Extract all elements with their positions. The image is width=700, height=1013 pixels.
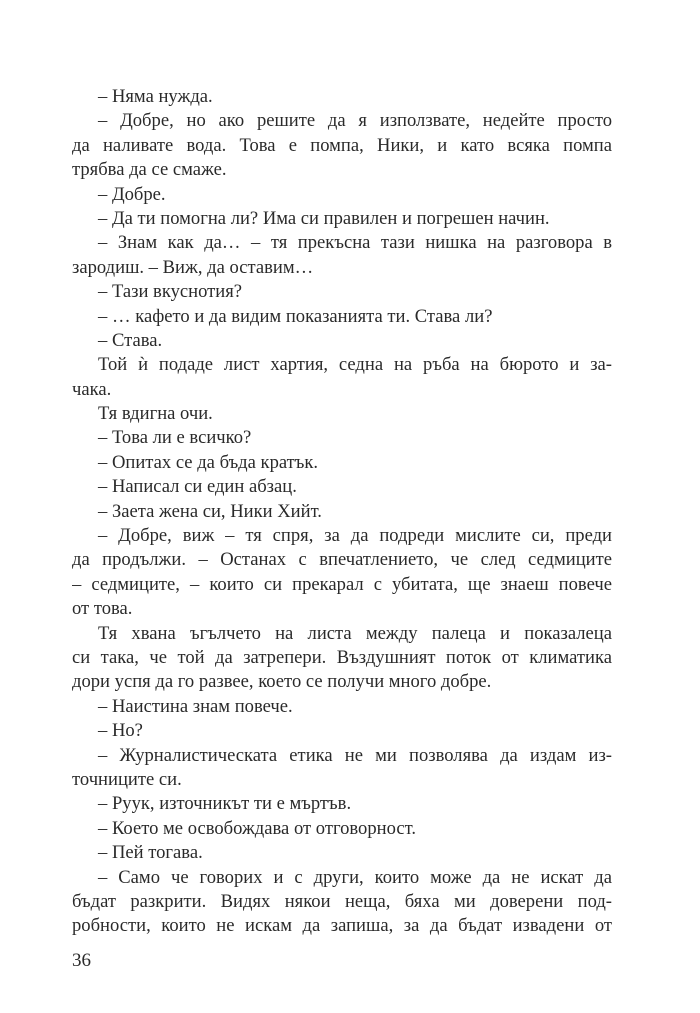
text-line: дори успя да го развее, което се получи много добре. — [72, 671, 492, 693]
text-line: Тя вдигна очи. — [98, 403, 213, 425]
text-line: – Но? — [98, 720, 143, 742]
text-line: – Добре, но ако решите да я използвате, недейте просто — [98, 110, 612, 132]
text-line: – Журналистическата етика не ми позволява да издам из- — [98, 744, 612, 766]
text-line: – Пей тогава. — [98, 842, 203, 864]
text-line: – … кафето и да видим показанията ти. Става ли? — [98, 305, 493, 327]
text-line: бъдат разкрити. Видях някои неща, бяха ми доверени под- — [72, 890, 612, 912]
body-text — [72, 85, 612, 939]
text-line: – Да ти помогна ли? Има си правилен и погрешен начин. — [98, 207, 550, 229]
text-line: – Написал си един абзац. — [98, 476, 297, 498]
text-line: да продължи. – Останах с впечатлението, че след седмиците — [72, 549, 612, 571]
text-line: да наливате вода. Това е помпа, Ники, и като всяка помпа — [72, 134, 612, 156]
page-number: 36 — [72, 950, 91, 971]
text-line: чака. — [72, 378, 112, 400]
text-line: зародиш. – Виж, да оставим… — [72, 256, 314, 278]
text-line: – Добре. — [98, 183, 166, 205]
text-line: точниците си. — [72, 768, 182, 790]
text-line: робности, които не искам да запиша, за да бъдат извадени от — [72, 915, 612, 937]
text-line: Тя хвана ъгълчето на листа между палеца и показалеца — [98, 622, 612, 644]
text-line: – Руук, източникът ти е мъртъв. — [98, 793, 352, 815]
text-line: – Става. — [98, 329, 163, 351]
text-line: – Само че говорих и с други, които може да не искат да — [98, 866, 612, 888]
text-line: – Тази вкуснотия? — [98, 281, 243, 303]
text-line: – Наистина знам повече. — [98, 695, 293, 717]
text-line: – Няма нужда. — [98, 86, 213, 107]
text-line: Той ѝ подаде лист хартия, седна на ръба на бюрото и за- — [98, 354, 612, 376]
text-line: – Добре, виж – тя спря, за да подреди мислите си, преди — [98, 525, 612, 547]
text-line: – Това ли е всичко? — [98, 427, 252, 449]
text-line: – седмиците, – които си прекарал с убитата, ще знаеш повече — [72, 573, 612, 595]
text-line: от това. — [72, 598, 133, 620]
text-line: – Опитах се да бъда кратък. — [98, 451, 319, 473]
text-line: – Заета жена си, Ники Хийт. — [98, 500, 322, 522]
text-line: – Което ме освобождава от отговорност. — [98, 817, 416, 839]
text-line: си така, че той да затрепери. Въздушният поток от климатика — [72, 646, 612, 668]
text-line: – Знам как да… – тя прекъсна тази нишка на разговора в — [98, 232, 612, 254]
text-line: трябва да се смаже. — [72, 159, 227, 181]
